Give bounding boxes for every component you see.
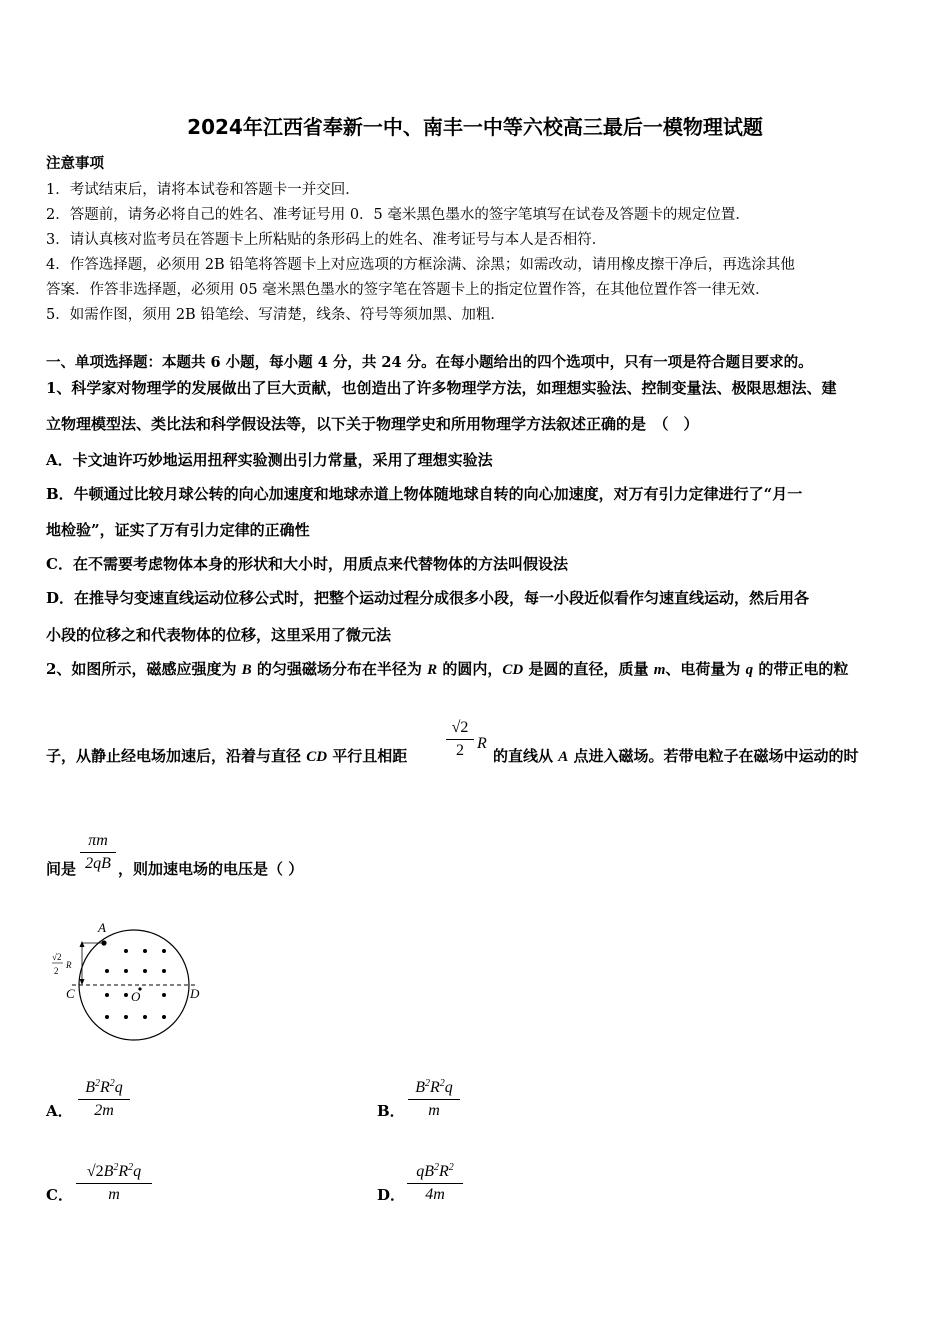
option-d-label: D． — [377, 1186, 406, 1204]
notice-heading: 注意事项 — [46, 155, 104, 172]
option-b-label: B． — [377, 1102, 405, 1120]
q1-stem: 1、科学家对物理学的发展做出了巨大贡献，也创造出了许多物理学方法，如理想实验法、控制变量法、极限思想法、建 — [46, 379, 837, 397]
option-a-label: A． — [46, 1102, 73, 1120]
side-num: √2 — [52, 952, 62, 962]
distance-radius: R — [477, 735, 487, 752]
distance-fraction: √2 2 — [446, 718, 474, 761]
q1-option-c: C．在不需要考虑物体本身的形状和大小时，用质点来代替物体的方法叫假设法 — [46, 555, 568, 573]
option-c-label: C． — [46, 1186, 73, 1204]
q2-stem: 子，从静止经电场加速后，沿着与直径 CD 平行且相距 — [46, 747, 408, 765]
notice-item: 2．答题前，请务必将自己的姓名、准考证号用 0．5 毫米黑色墨水的签字笔填写在试卷及答题卡的规定位置． — [46, 207, 750, 223]
q1-option-a: A．卡文迪许巧妙地运用扭秤实验测出引力常量，采用了理想实验法 — [46, 451, 493, 469]
label-c: C — [66, 986, 75, 1001]
q2-stem: 的直线从 A 点进入磁场。若带电粒子在磁场中运动的时 — [493, 747, 859, 765]
option-c-formula: $√2B^2R^2q$ m — [76, 1158, 152, 1205]
q1-option-b: B．牛顿通过比较月球公转的向心加速度和地球赤道上物体随地球自转的向心加速度，对万有引力定律进行了“月一 — [46, 485, 803, 503]
q1-option-d: D．在推导匀变速直线运动位移公式时，把整个运动过程分成很多小段，每一小段近似看作匀速直线运动，然后用各 — [46, 589, 810, 607]
time-fraction: πm 2qB — [80, 831, 116, 874]
page-title: 2024年江西省奉新一中、南丰一中等六校高三最后一模物理试题 — [187, 115, 763, 139]
magnetic-field-figure — [44, 915, 214, 1045]
q2-stem: 间是 — [46, 860, 77, 878]
option-d-formula: $qB^2R^2$ 4m — [407, 1158, 463, 1205]
notice-item: 4．作答选择题，必须用 2B 铅笔将答题卡上对应选项的方框涂满、涂黑；如需改动，请用橡皮擦干净后，再选涂其他 — [46, 257, 795, 273]
option-b-formula: $B^2R^2q$ m — [408, 1074, 460, 1121]
notice-item: 3．请认真核对监考员在答题卡上所粘贴的条形码上的姓名、准考证号与本人是否相符． — [46, 232, 607, 248]
side-r: R — [66, 960, 72, 970]
section-heading: 一、单项选择题：本题共 6 小题，每小题 4 分，共 24 分。在每小题给出的四个选项中，只有一项是符合题目要求的。 — [46, 354, 813, 371]
label-o: O — [131, 989, 141, 1004]
notice-item: 答案．作答非选择题，必须用 05 毫米黑色墨水的签字笔在答题卡上的指定位置作答，在其他位置作答一律无效． — [46, 282, 770, 298]
label-d: D — [190, 986, 200, 1001]
q2-stem: 2、如图所示，磁感应强度为 B 的匀强磁场分布在半径为 R 的圆内，CD 是圆的直径，质量 m、电荷量为 q 的带正电的粒 — [46, 660, 849, 678]
label-a: A — [98, 920, 106, 935]
q1-option-b: 地检验”，证实了万有引力定律的正确性 — [46, 521, 310, 539]
notice-item: 1．考试结束后，请将本试卷和答题卡一并交回． — [46, 182, 360, 198]
option-a-formula: $B^2R^2q$ 2m — [78, 1074, 130, 1121]
point-a — [101, 940, 106, 945]
field-dots — [105, 949, 166, 1019]
notice-item: 5．如需作图，须用 2B 铅笔绘、写清楚，线条、符号等须加黑、加粗． — [46, 307, 505, 323]
q2-stem: ，则加速电场的电压是（ ） — [118, 860, 304, 878]
q1-option-d: 小段的位移之和代表物体的位移，这里采用了微元法 — [46, 626, 392, 644]
side-den: 2 — [54, 966, 59, 976]
q1-stem: 立物理模型法、类比法和科学假设法等，以下关于物理学史和所用物理学方法叙述正确的是 （ ） — [46, 415, 699, 433]
